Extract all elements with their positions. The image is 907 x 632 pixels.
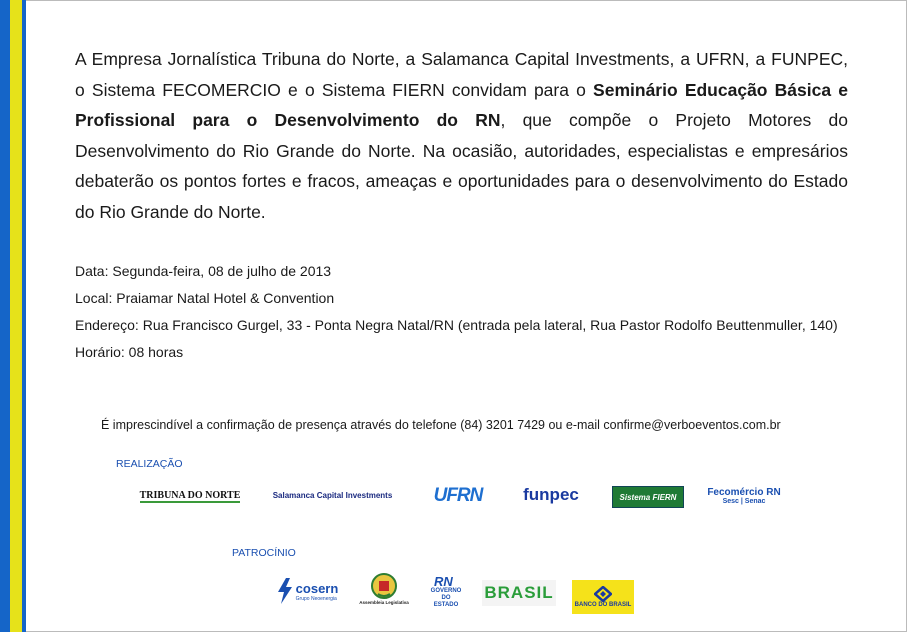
invitation-paragraph [75,44,848,227]
assembleia-logo-text: Assembleia Legislativa [359,599,409,605]
fecomercio-logo-text: Fecomércio RN [707,487,781,498]
event-date: Data: Segunda-feira, 08 de julho de 2013 [75,263,332,279]
banco-do-brasil-logo [572,580,634,614]
fiern-logo-text: Sistema FIERN [619,492,677,502]
tribuna-logo-text: TRIBUNA DO NORTE [139,489,241,501]
banco-do-brasil-mark-icon [594,586,612,602]
left-stripe-blue [0,0,10,632]
left-stripe-yellow [10,0,22,632]
funpec-logo [516,480,586,510]
tribuna-logo [140,486,240,506]
fecomercio-logo [704,480,784,512]
brasil-logo-text: BRASIL [484,583,554,602]
funpec-logo-text: funpec [523,485,579,504]
patrocinio-label: PATROCÍNIO [232,547,296,559]
fecomercio-sub-text: Sesc | Senac [722,498,766,505]
event-location: Local: Praiamar Natal Hotel & Convention [75,290,335,306]
cosern-logo-text: cosern [295,580,339,596]
left-stripe-blue-thin [22,0,26,632]
banco-do-brasil-text: BANCO DO BRASIL [574,602,632,608]
governo-federal-logo [482,580,556,606]
salamanca-logo-text: Salamanca Capital Investments [272,490,393,500]
assembleia-seal-icon [370,572,398,600]
governo-rn-text: GOVERNO DO ESTADO [430,587,462,608]
governo-rn-logo [428,572,464,610]
rsvp-note: É imprescindível a confirmação de presença através do telefone (84) 3201 7429 ou e-mail confirme@verboeventos.com.br [101,418,781,432]
assembleia-logo [356,567,412,609]
svg-text:RN: RN [434,573,453,588]
intro-text-1: A Empresa Jornalística Tribuna do Norte, a Salamanca Capital Investments, a UFRN, a FUNPEC, o Sistema FECOMERCIO e o Sistema FIERN convidam para o [75,49,848,100]
event-time: Horário: 08 horas [75,344,184,360]
cosern-sub-text: Grupo Neoenergia [295,595,337,602]
realizacao-label: REALIZAÇÃO [116,458,183,470]
ufrn-logo-text: UFRN [433,485,483,506]
ufrn-logo [426,484,490,508]
intro-text-2: , que compõe o Projeto Motores do Desenvolvimento do Rio Grande do Norte. Na ocasião, autoridades, especialistas e empresários debaterão os pontos fortes e fracos, ameaças e oportunidades para o desenvolvimento do Estado do Rio Grande do Norte. [75,110,848,222]
event-address: Endereço: Rua Francisco Gurgel, 33 - Ponta Negra Natal/RN (entrada pela lateral, Rua Pastor Rodolfo Beuttenmuller, 140) [75,317,838,333]
cosern-bolt-icon [276,578,294,604]
fiern-logo [612,486,684,508]
seminar-title: Seminário Educação Básica e Profissional para o Desenvolvimento do RN [75,79,848,130]
event-details [75,258,848,366]
salamanca-logo [260,489,405,501]
cosern-logo [272,576,342,606]
governo-rn-mark-icon [430,574,462,588]
